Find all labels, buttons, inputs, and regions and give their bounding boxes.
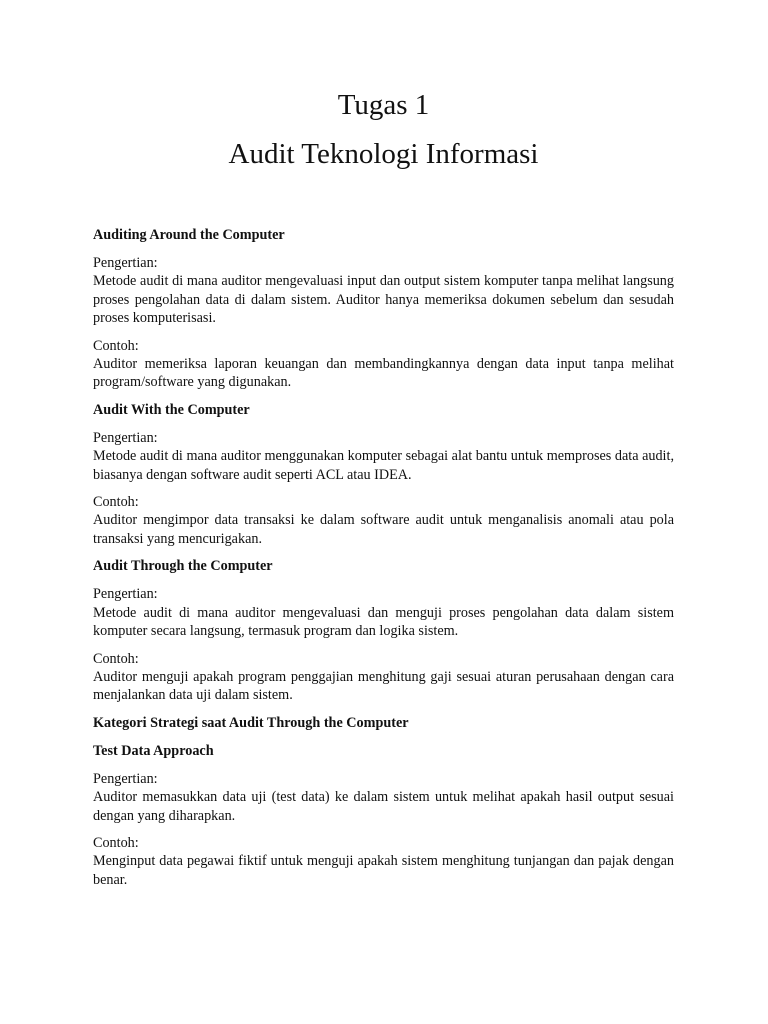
document-title: Tugas 1 [337, 89, 430, 121]
section-heading: Audit Through the Computer [93, 558, 273, 575]
contoh-text: Auditor menguji apakah program penggajian menghitung gaji sesuai aturan perusahaan dengan cara menjalankan data uji dalam sistem. [93, 668, 674, 704]
contoh-label: Contoh: [93, 494, 139, 511]
pengertian-paragraph [93, 429, 674, 484]
pengertian-text: Metode audit di mana auditor menggunakan komputer sebagai alat bantu untuk memproses data audit, biasanya dengan software audit seperti ACL atau IDEA. [93, 448, 674, 483]
section-heading: Audit With the Computer [93, 401, 250, 418]
section-audit-with [93, 401, 674, 548]
pengertian-text: Metode audit di mana auditor mengevaluasi input dan output sistem komputer tanpa melihat langsung proses pengolahan data di dalam sistem. Auditor hanya memeriksa dokumen sebelum dan sesudah proses komputerisasi. [93, 273, 674, 327]
section-heading: Auditing Around the Computer [93, 227, 285, 243]
pengertian-paragraph [93, 254, 674, 328]
pengertian-label: Pengertian: [93, 255, 158, 271]
title-block [93, 0, 674, 172]
kategori-heading: Kategori Strategi saat Audit Through the Computer [93, 714, 409, 731]
contoh-paragraph [93, 493, 674, 548]
contoh-text: Auditor memeriksa laporan keuangan dan membandingkannya dengan data input tanpa melihat program/software yang digunakan. [93, 356, 674, 391]
contoh-label: Contoh: [93, 650, 139, 667]
contoh-text: Menginput data pegawai fiktif untuk menguji apakah sistem menghitung tunjangan dan pajak dengan benar. [93, 853, 674, 888]
pengertian-paragraph [93, 770, 674, 825]
pengertian-label: Pengertian: [93, 429, 158, 446]
pengertian-text: Auditor memasukkan data uji (test data) ke dalam sistem untuk melihat apakah hasil output sesuai dengan yang diharapkan. [93, 789, 674, 824]
document-subtitle: Audit Teknologi Informasi [228, 138, 539, 170]
section-test-data [93, 742, 674, 889]
pengertian-label: Pengertian: [93, 770, 158, 787]
pengertian-paragraph [93, 585, 674, 640]
section-auditing-around [93, 226, 674, 392]
contoh-label: Contoh: [93, 834, 139, 851]
pengertian-label: Pengertian: [93, 586, 158, 603]
contoh-paragraph [93, 337, 674, 392]
pengertian-text: Metode audit di mana auditor mengevaluasi dan menguji proses pengolahan data dalam sistem komputer secara langsung, termasuk program dan logika sistem. [93, 604, 674, 640]
contoh-text: Auditor mengimpor data transaksi ke dalam software audit untuk menganalisis anomali atau pola transaksi yang mencurigakan. [93, 512, 674, 547]
contoh-paragraph [93, 650, 674, 705]
contoh-paragraph [93, 834, 674, 889]
section-heading: Test Data Approach [93, 742, 214, 759]
document-body [93, 226, 674, 889]
section-audit-through [93, 557, 674, 704]
contoh-label: Contoh: [93, 337, 139, 354]
